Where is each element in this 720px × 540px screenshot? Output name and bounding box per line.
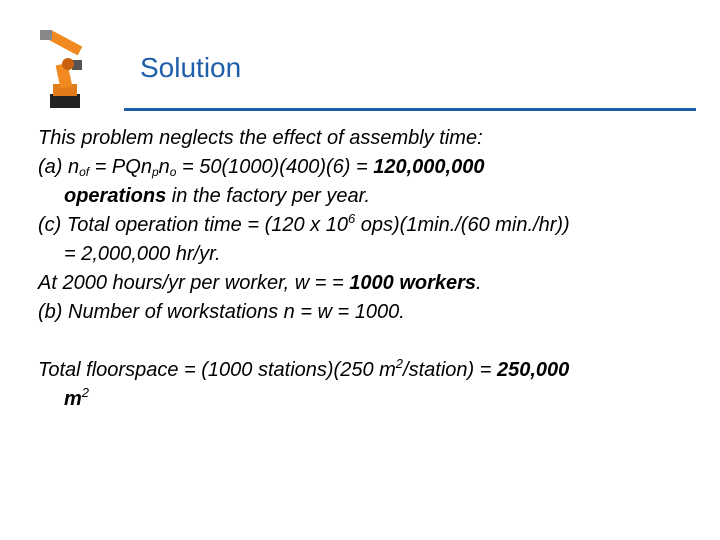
part-c-continuation: = 2,000,000 hr/yr. — [64, 243, 221, 265]
part-b-line: (b) Number of workstations n = w = 1000. — [38, 301, 405, 323]
workers-line: At 2000 hours/yr per worker, w = = 1000 workers. — [38, 272, 482, 294]
industrial-robot-image — [38, 24, 102, 110]
spacer — [38, 327, 698, 356]
intro-line: This problem neglects the effect of assembly time: — [38, 127, 483, 149]
part-a-continuation: operations in the factory per year. — [64, 185, 371, 207]
part-c-line: (c) Total operation time = (120 x $10^6$ ops)(1min./(60 min./hr)) — [38, 211, 570, 236]
solution-body — [38, 124, 698, 414]
part-a-line: (a) $n_{of} = PQn_pn_o = 50(1000)(400)(6) = 120,000,000$ — [38, 156, 485, 179]
floorspace-line: Total floorspace = (1000 stations)(250 $m^2/station) = 250,000$ — [38, 356, 570, 381]
title-underline — [124, 108, 696, 111]
slide-title: Solution — [140, 52, 242, 83]
floorspace-continuation: $m^2$ — [64, 385, 90, 410]
